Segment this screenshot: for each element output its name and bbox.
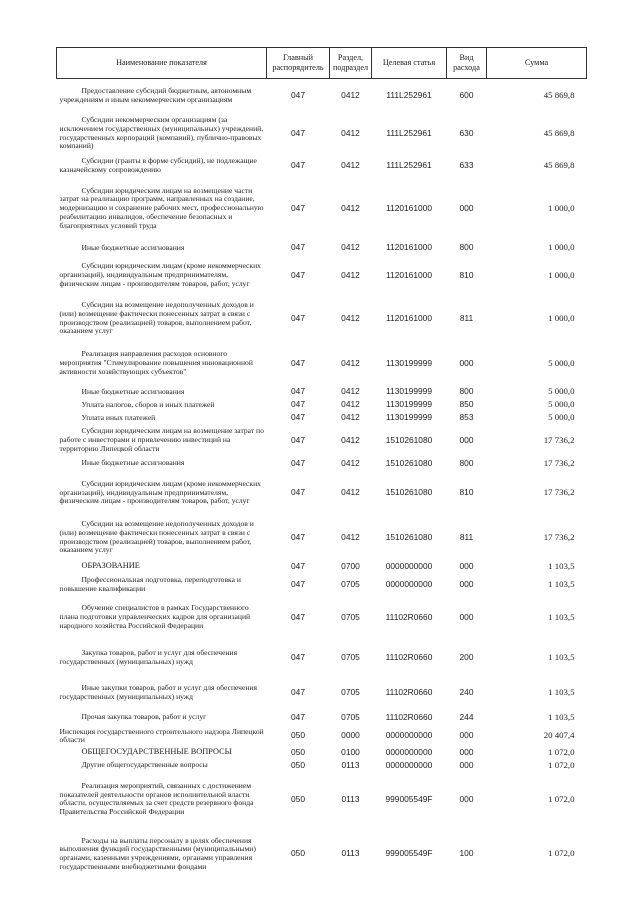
- row-sum: 1 103,5: [548, 611, 575, 622]
- row-admin: 047: [291, 159, 305, 170]
- row-admin: 047: [291, 686, 305, 697]
- row-article: 11102R0660: [385, 611, 433, 622]
- row-section: 0412: [341, 399, 360, 410]
- row-name: Иные бюджетные ассигнования: [81, 242, 185, 252]
- table-row: [57, 574, 587, 596]
- header-type: Вид расхода: [447, 48, 487, 79]
- row-name: Предоставление субсидий бюджетным, автономным учреждениям и иным некоммерческим организациям: [59, 86, 252, 104]
- row-name: Уплата иных платежей: [81, 412, 156, 422]
- table-row: [57, 412, 587, 425]
- row-section: 0412: [341, 412, 360, 423]
- row-section: 0412: [341, 357, 360, 368]
- row-type: 000: [459, 357, 474, 368]
- header-section: Раздел, подраздел: [330, 48, 372, 79]
- row-sum: 1 072,0: [548, 759, 575, 770]
- row-article: 11102R0660: [385, 711, 433, 722]
- table-row: [57, 772, 587, 827]
- row-sum: 1 000,0: [548, 202, 575, 213]
- row-admin: 047: [291, 611, 305, 622]
- table-row: [57, 256, 587, 296]
- row-section: 0113: [341, 848, 360, 859]
- row-type: 600: [459, 89, 474, 100]
- row-section: 0705: [341, 578, 360, 589]
- table-row: [57, 516, 587, 560]
- row-type: 810: [459, 487, 474, 498]
- row-article: 1510261080: [385, 531, 433, 542]
- row-admin: 047: [291, 386, 305, 397]
- row-article: 1120161000: [386, 269, 432, 280]
- row-article: 1120161000: [386, 202, 432, 213]
- row-admin: 050: [291, 746, 305, 757]
- row-sum: 1 000,0: [548, 269, 575, 280]
- row-section: 0705: [341, 652, 360, 663]
- row-article: 1510261080: [385, 487, 433, 498]
- header-article: Целевая статья: [372, 48, 447, 79]
- row-sum: 17 736,2: [543, 457, 575, 468]
- row-type: 000: [459, 434, 474, 445]
- row-section: 0100: [341, 746, 360, 757]
- row-name: ОБЩЕГОСУДАРСТВЕННЫЕ ВОПРОСЫ: [81, 747, 232, 757]
- row-name: Субсидии юридическим лицам (кроме некоммерческих организаций), индивидуальным предпринимателям, физическим лицам - производителям товаров, работ, услуг: [59, 261, 261, 288]
- row-article: 111L252961: [386, 159, 432, 170]
- row-sum: 1 103,5: [548, 560, 575, 571]
- table-row: [57, 640, 587, 677]
- row-admin: 047: [291, 312, 305, 323]
- table-row: [57, 471, 587, 516]
- row-sum: 45 869,8: [543, 89, 575, 100]
- row-section: 0412: [341, 127, 360, 138]
- row-type: 000: [459, 560, 474, 571]
- row-admin: 047: [291, 399, 305, 410]
- row-section: 0700: [341, 560, 360, 571]
- row-sum: 17 736,2: [543, 434, 575, 445]
- row-name: Профессиональная подготовка, переподготовка и повышение квалификации: [59, 574, 241, 593]
- row-name: Субсидии некоммерческим организациям (за исключением государственных (муниципальных) учреждений, государственных корпораций (компаний), публично-правовых компаний): [59, 115, 264, 151]
- row-section: 0705: [341, 686, 360, 697]
- row-name: Инспекция государственного строительного надзора Липецкой области: [59, 726, 264, 745]
- row-type: 000: [459, 793, 474, 804]
- row-sum: 5 000,0: [548, 386, 575, 397]
- row-admin: 047: [291, 578, 305, 589]
- row-section: 0412: [341, 202, 360, 213]
- row-admin: 047: [291, 560, 305, 571]
- table-row: [57, 727, 587, 746]
- row-section: 0113: [341, 759, 360, 770]
- table-row: [57, 296, 587, 342]
- row-section: 0412: [341, 386, 360, 397]
- row-section: 0412: [341, 89, 360, 100]
- row-type: 811: [459, 531, 474, 542]
- row-type: 000: [459, 759, 474, 770]
- row-admin: 050: [291, 759, 305, 770]
- row-sum: 5 000,0: [548, 412, 575, 423]
- table-row: [57, 746, 587, 759]
- row-sum: 1 000,0: [548, 242, 575, 253]
- row-type: 810: [459, 269, 474, 280]
- row-sum: 17 736,2: [543, 531, 575, 542]
- row-sum: 1 103,5: [548, 686, 575, 697]
- row-section: 0412: [341, 242, 360, 253]
- row-sum: 5 000,0: [548, 399, 575, 410]
- row-sum: 1 072,0: [548, 793, 575, 804]
- row-sum: 17 736,2: [543, 487, 575, 498]
- row-name: Расходы на выплаты персоналу в целях обеспечения выполнения функций государственными (муниципальными) органами, казенными учреждениями, органами управления государственными внебюджетными фондами: [59, 835, 256, 871]
- row-sum: 1 103,5: [548, 652, 575, 663]
- row-admin: 047: [291, 652, 305, 663]
- row-type: 853: [459, 412, 474, 423]
- row-article: 0000000000: [385, 560, 433, 571]
- row-sum: 45 869,8: [543, 159, 575, 170]
- row-article: 1130199999: [386, 386, 432, 397]
- row-article: 1120161000: [386, 312, 432, 323]
- row-section: 0412: [341, 531, 360, 542]
- row-article: 111L252961: [386, 89, 432, 100]
- row-section: 0705: [341, 711, 360, 722]
- table-row: [57, 241, 587, 256]
- row-section: 0412: [341, 434, 360, 445]
- row-type: 800: [459, 242, 474, 253]
- row-article: 1510261080: [385, 434, 433, 445]
- row-type: 000: [459, 578, 474, 589]
- row-article: 0000000000: [385, 730, 433, 741]
- table-row: [57, 399, 587, 412]
- row-name: Иные закупки товаров, работ и услуг для обеспечения государственных (муниципальных) нужд: [59, 682, 257, 701]
- row-article: 0000000000: [385, 759, 433, 770]
- row-admin: 047: [291, 531, 305, 542]
- row-name: Иные бюджетные ассигнования: [81, 386, 185, 396]
- row-type: 800: [459, 386, 474, 397]
- row-admin: 047: [291, 127, 305, 138]
- row-name: Субсидии юридическим лицам (кроме некоммерческих организаций), индивидуальным предпринимателям, физическим лицам - производителям товаров, работ, услуг: [59, 478, 261, 506]
- table-row: [57, 709, 587, 727]
- row-section: 0412: [341, 457, 360, 468]
- table-row: [57, 827, 587, 881]
- row-admin: 047: [291, 89, 305, 100]
- row-type: 630: [459, 127, 474, 138]
- row-admin: 047: [291, 487, 305, 498]
- row-type: 000: [459, 611, 474, 622]
- row-type: 633: [459, 159, 474, 170]
- row-admin: 047: [291, 412, 305, 423]
- table-row: [57, 155, 587, 177]
- row-admin: 050: [291, 848, 305, 859]
- row-name: Обучение специалистов в рамках Государственного плана подготовки управленческих кадров для организаций народного хозяйства Российской Федерации: [59, 603, 251, 630]
- row-name: Субсидии юридическим лицам на возмещение части затрат на реализацию программ, направленных на создание, модернизацию и сохранение рабочих мест, профессиональную реабилитацию инвалидов, обеспечение безопасных и благоприятных условий труда: [59, 185, 264, 230]
- row-sum: 1 072,0: [548, 746, 575, 757]
- table-row: [57, 677, 587, 709]
- row-sum: 45 869,8: [543, 127, 575, 138]
- budget-table: [56, 47, 587, 881]
- row-section: 0113: [341, 793, 360, 804]
- row-admin: 050: [291, 730, 305, 741]
- header-sum: Сумма: [487, 48, 587, 79]
- row-name: Субсидии на возмещение недополученных доходов и (или) возмещение фактически понесенных затрат в связи с производством (реализацией) товаров, выполнением работ, оказанием услуг: [59, 300, 254, 336]
- header-name: Наименование показателя: [57, 48, 267, 79]
- row-name: Закупка товаров, работ и услуг для обеспечения государственных (муниципальных) нужд: [59, 648, 238, 666]
- row-admin: 047: [291, 242, 305, 253]
- row-name: Другие общегосударственные вопросы: [81, 760, 208, 770]
- row-name: Уплата налогов, сборов и иных платежей: [81, 399, 215, 409]
- table-row: [57, 177, 587, 241]
- row-type: 850: [459, 399, 474, 410]
- row-section: 0412: [341, 269, 360, 280]
- table-header-row: [57, 48, 587, 79]
- row-type: 000: [459, 202, 474, 213]
- row-name: Субсидии на возмещение недополученных доходов и (или) возмещение фактически понесенных затрат в связи с производством (реализацией) товаров, выполнением работ, оказанием услуг: [59, 519, 254, 555]
- row-type: 244: [459, 711, 474, 722]
- row-section: 0000: [341, 730, 360, 741]
- row-article: 11102R0660: [385, 652, 433, 663]
- row-section: 0412: [341, 159, 360, 170]
- row-sum: 1 072,0: [548, 848, 575, 859]
- row-article: 999005549F: [385, 793, 433, 804]
- table-row: [57, 425, 587, 457]
- row-admin: 047: [291, 202, 305, 213]
- row-name: Реализация мероприятий, связанных с достижением показателей деятельности органов исполнительной власти области, осуществляемых за счет средств резервного фонда Правительства Российской Федерации: [59, 781, 254, 817]
- row-name: Субсидии юридическим лицам на возмещение затрат по работе с инвесторами и привлечению инвестиций на территорию Липецкой области: [59, 426, 264, 453]
- row-sum: 1 000,0: [548, 312, 575, 323]
- row-admin: 050: [291, 793, 305, 804]
- row-admin: 047: [291, 434, 305, 445]
- row-type: 200: [459, 652, 474, 663]
- row-type: 811: [459, 312, 474, 323]
- row-admin: 047: [291, 457, 305, 468]
- table-row: [57, 79, 587, 113]
- row-admin: 047: [291, 357, 305, 368]
- header-admin: Главный распорядитель: [267, 48, 330, 79]
- row-name: Субсидии (гранты в форме субсидий), не подлежащие казначейскому сопровождению: [59, 155, 257, 174]
- row-type: 000: [459, 730, 474, 741]
- table-row: [57, 596, 587, 640]
- table-row: [57, 759, 587, 772]
- table-row: [57, 113, 587, 155]
- table-row: [57, 386, 587, 399]
- row-sum: 1 103,5: [548, 711, 575, 722]
- row-admin: 047: [291, 711, 305, 722]
- row-sum: 20 407,4: [543, 730, 575, 741]
- row-sum: 1 103,5: [548, 578, 575, 589]
- row-article: 11102R0660: [385, 686, 433, 697]
- row-article: 999005549F: [385, 848, 433, 859]
- row-article: 0000000000: [385, 578, 433, 589]
- row-article: 1120161000: [386, 242, 432, 253]
- table-row: [57, 342, 587, 386]
- row-article: 1130199999: [386, 399, 432, 410]
- row-name: Иные бюджетные ассигнования: [81, 458, 185, 468]
- row-article: 0000000000: [385, 746, 433, 757]
- row-article: 1130199999: [386, 412, 432, 423]
- row-name: Реализация направления расходов основного мероприятия "Стимулирование повышения инновационной активности хозяйствующих субъектов": [59, 349, 253, 376]
- row-name: ОБРАЗОВАНИЕ: [81, 561, 140, 571]
- row-section: 0412: [341, 487, 360, 498]
- row-article: 1130199999: [386, 357, 432, 368]
- row-type: 100: [459, 848, 474, 859]
- row-section: 0412: [341, 312, 360, 323]
- row-type: 240: [459, 686, 474, 697]
- table-row: [57, 560, 587, 574]
- row-admin: 047: [291, 269, 305, 280]
- row-type: 800: [459, 457, 474, 468]
- row-section: 0705: [341, 611, 360, 622]
- budget-table-page: [56, 47, 586, 881]
- row-name: Прочая закупка товаров, работ и услуг: [81, 712, 207, 722]
- row-type: 000: [459, 746, 474, 757]
- row-article: 111L252961: [386, 127, 432, 138]
- row-article: 1510261080: [385, 457, 433, 468]
- row-sum: 5 000,0: [548, 357, 575, 368]
- table-row: [57, 457, 587, 471]
